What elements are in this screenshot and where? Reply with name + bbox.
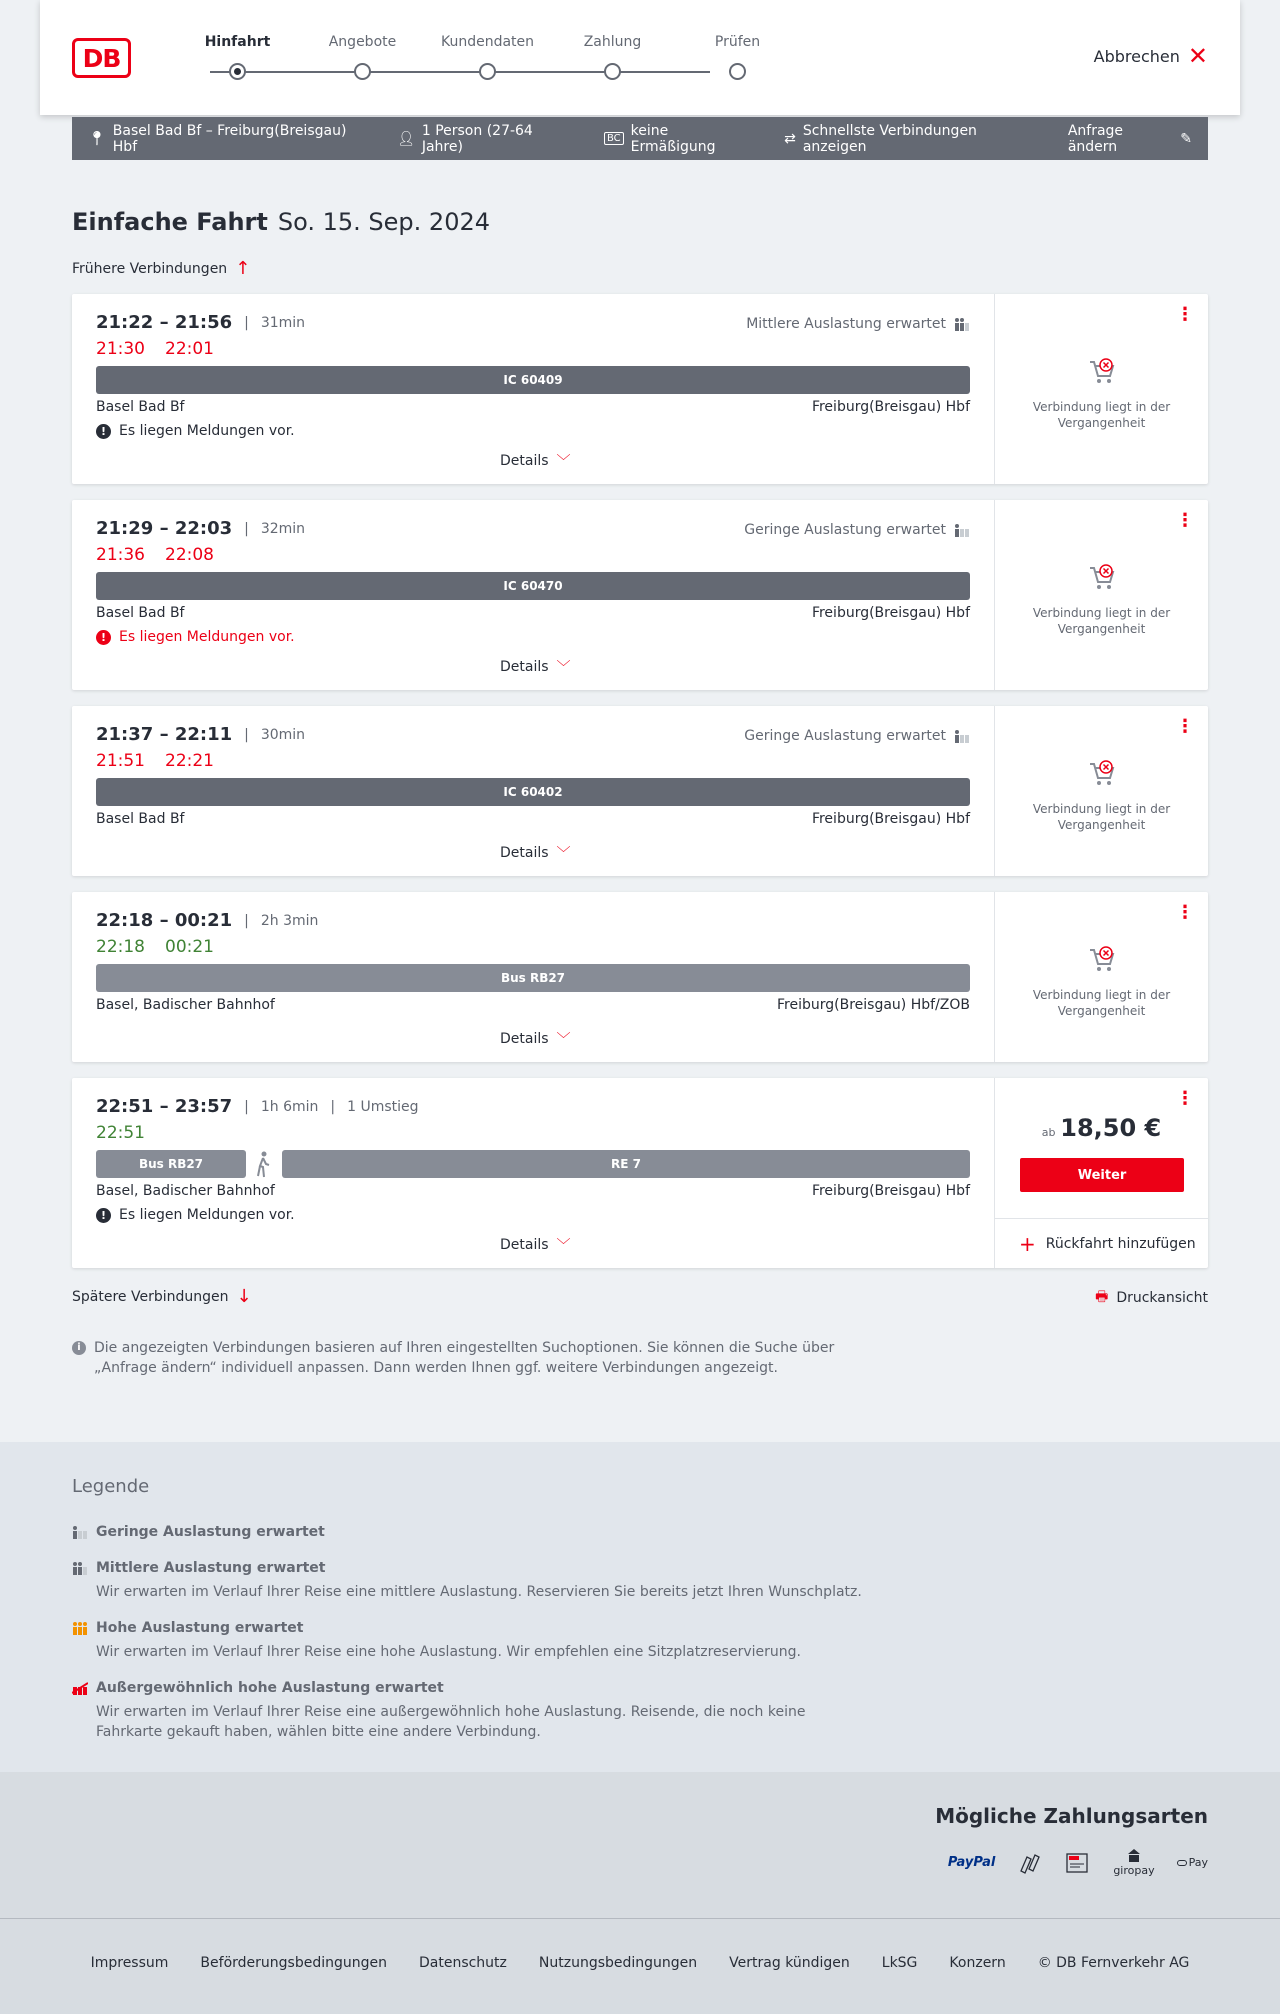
db-logo[interactable]: DB	[72, 38, 131, 78]
step-hinfahrt	[175, 34, 300, 56]
step-dot	[479, 63, 496, 80]
step-label: Prüfen	[714, 34, 761, 50]
connection-times	[96, 1096, 419, 1117]
connection-card	[72, 1078, 1208, 1268]
bus-pill[interactable]	[96, 1150, 246, 1178]
cancel-label: Abbrechen	[1093, 46, 1180, 66]
duration: 30min	[260, 726, 306, 743]
payment-title: Mögliche Zahlungsarten	[935, 1804, 1208, 1828]
origin-station: Basel, Badischer Bahnhof	[96, 1183, 275, 1199]
footer-link-impressum[interactable]: Impressum	[90, 1955, 169, 1971]
step-label: Hinfahrt	[204, 34, 271, 50]
past-connection-text: Verbindung liegt in der Vergangenheit	[1032, 802, 1171, 832]
later-label: Spätere Verbindungen	[72, 1288, 229, 1305]
message-text: Es liegen Meldungen vor.	[119, 423, 295, 439]
origin-station: Basel Bad Bf	[96, 605, 185, 621]
info-note	[72, 1338, 852, 1378]
separator: |	[244, 912, 249, 929]
legend-item-title: Außergewöhnlich hohe Auslastung erwartet	[96, 1680, 444, 1696]
route-text: Basel Bad Bf – Freiburg(Breisgau) Hbf	[112, 122, 347, 155]
transfers: 1 Umstieg	[347, 1098, 419, 1115]
step-dot	[604, 63, 621, 80]
price	[995, 1114, 1208, 1142]
print-label: Druckansicht	[1116, 1290, 1208, 1306]
page-title	[72, 208, 490, 236]
scheduled-times: 21:29 – 22:03	[96, 518, 233, 539]
edit-label: Anfrage ändern	[1067, 122, 1124, 155]
bus-pill[interactable]	[96, 964, 970, 992]
occupancy-indicator	[746, 316, 970, 332]
details-label: Details	[500, 453, 549, 469]
info-text: Die angezeigten Verbindungen basieren auf Ihren eingestellten Suchoptionen. Sie können die Suche über „Anfrage ändern“ individuell anpassen. Dann werden Ihnen ggf. weitere Verbindungen angezeigt.	[94, 1340, 835, 1376]
stations	[96, 605, 970, 621]
occupancy-low-icon	[954, 729, 970, 743]
info-icon: i	[72, 1341, 86, 1355]
add-return-button[interactable]	[995, 1218, 1208, 1269]
pencil-icon: ✎	[1180, 130, 1193, 147]
connection-card	[72, 706, 1208, 876]
past-connection-text: Verbindung liegt in der Vergangenheit	[1032, 400, 1171, 430]
step-kundendaten	[425, 34, 550, 56]
separator: |	[244, 726, 249, 743]
connection-main	[96, 706, 970, 876]
cart-unavailable-icon	[1087, 944, 1117, 974]
realtime-times	[96, 937, 214, 957]
arrow-up-icon: ↑	[235, 258, 251, 279]
origin-station: Basel Bad Bf	[96, 811, 185, 827]
stations	[96, 997, 970, 1013]
details-label: Details	[500, 1031, 549, 1047]
occupancy-indicator	[744, 522, 970, 538]
separator: |	[244, 1098, 249, 1115]
details-label: Details	[500, 659, 549, 675]
scheduled-times: 21:37 – 22:11	[96, 724, 233, 745]
legend-item-desc: Wir erwarten im Verlauf Ihrer Reise eine hohe Auslastung. Wir empfehlen eine Sitzplatzreservierung.	[96, 1644, 801, 1660]
apple-pay-label: Pay	[1188, 1856, 1208, 1869]
footer-link-nutzungsbedingungen[interactable]: Nutzungsbedingungen	[538, 1955, 698, 1971]
occupancy-indicator	[744, 728, 970, 744]
duration: 32min	[260, 520, 306, 537]
separator: |	[244, 520, 249, 537]
cart-unavailable-icon	[1087, 562, 1117, 592]
payment-methods-section	[0, 1772, 1280, 1918]
later-connections-link[interactable]	[72, 1286, 252, 1307]
legend-title: Legende	[72, 1476, 150, 1497]
details-toggle[interactable]	[500, 1029, 571, 1049]
step-pruefen	[675, 34, 800, 56]
legend-item-title: Geringe Auslastung erwartet	[96, 1524, 325, 1540]
arrow-down-icon: ↓	[236, 1286, 252, 1307]
train-name: IC 60409	[503, 373, 563, 387]
realtime-departure: 21:30	[96, 339, 145, 359]
close-icon: ✕	[1187, 42, 1208, 70]
alert-icon: !	[96, 1208, 111, 1223]
connection-times	[96, 910, 318, 931]
progress-line	[210, 71, 710, 73]
add-return-label: Rückfahrt hinzufügen	[1045, 1236, 1196, 1252]
step-zahlung	[550, 34, 675, 56]
footer-link-befoerderungsbedingungen[interactable]: Beförderungsbedingungen	[200, 1955, 387, 1971]
walk-icon	[254, 1150, 272, 1178]
offer-panel	[994, 1078, 1208, 1268]
offer-panel	[994, 892, 1208, 1062]
realtime-arrival: 22:08	[165, 545, 214, 565]
footer-link-datenschutz[interactable]: Datenschutz	[418, 1955, 507, 1971]
fastest-text: Schnellste Verbindungen anzeigen	[802, 122, 977, 155]
train-pill[interactable]	[96, 778, 970, 806]
details-toggle[interactable]	[500, 843, 571, 863]
separator: |	[330, 1098, 336, 1115]
discount-summary	[604, 123, 752, 155]
legend-item	[72, 1524, 872, 1540]
footer-links	[0, 1955, 1280, 1971]
separator: |	[244, 314, 249, 331]
origin-station: Basel Bad Bf	[96, 399, 185, 415]
more-options-icon[interactable]: ⋮	[1176, 1088, 1194, 1109]
more-options-icon[interactable]: ⋮	[1176, 304, 1194, 325]
realtime-arrival: 22:01	[165, 339, 214, 359]
realtime-departure: 22:51	[96, 1123, 145, 1143]
details-toggle[interactable]	[500, 657, 571, 677]
destination-station: Freiburg(Breisgau) Hbf	[811, 1183, 970, 1199]
train-name: Bus RB27	[500, 971, 566, 985]
cart-unavailable-icon	[1087, 356, 1117, 386]
legend-item-desc: Wir erwarten im Verlauf Ihrer Reise eine mittlere Auslastung. Reservieren Sie bereits jetzt Ihren Wunschplatz.	[96, 1584, 862, 1600]
realtime-departure: 21:51	[96, 751, 145, 771]
fastest-summary	[784, 123, 1036, 155]
offer-panel	[994, 500, 1208, 690]
connection-card	[72, 892, 1208, 1062]
details-label: Details	[500, 1237, 549, 1253]
persons-summary	[397, 123, 572, 155]
step-dot	[729, 63, 746, 80]
connection-card	[72, 500, 1208, 690]
occupancy-text: Geringe Auslastung erwartet	[744, 728, 946, 744]
continue-button[interactable]: Weiter	[1020, 1158, 1184, 1192]
alert-icon: !	[96, 424, 111, 439]
train-name: IC 60402	[503, 785, 563, 799]
legend-item-title: Mittlere Auslastung erwartet	[96, 1560, 326, 1576]
alert-icon: !	[96, 630, 111, 645]
paypal-icon: PayPal	[947, 1855, 996, 1870]
header	[40, 0, 1240, 115]
more-options-icon[interactable]: ⋮	[1176, 510, 1194, 531]
plus-icon: +	[1019, 1232, 1036, 1256]
message-text: Es liegen Meldungen vor.	[119, 1207, 295, 1223]
credit-card-icon	[1017, 1851, 1043, 1875]
past-connection-text: Verbindung liegt in der Vergangenheit	[1032, 606, 1171, 636]
connection-main	[96, 500, 970, 690]
step-label: Zahlung	[583, 34, 642, 50]
message-notice	[96, 629, 295, 645]
printer-icon: 🖶	[1095, 1289, 1109, 1305]
bahncard-icon: BC	[604, 132, 624, 145]
trip-date: So. 15. Sep. 2024	[277, 208, 490, 236]
earlier-label: Frühere Verbindungen	[72, 260, 228, 277]
print-view-link[interactable]	[1095, 1286, 1208, 1310]
legend-item	[72, 1560, 872, 1602]
train-pill[interactable]	[96, 572, 970, 600]
location-pin-icon: 📍︎	[88, 130, 106, 147]
details-toggle[interactable]	[500, 451, 571, 471]
chevron-down-icon: ﹀	[556, 846, 571, 862]
message-notice	[96, 1207, 295, 1223]
realtime-arrival: 22:21	[165, 751, 214, 771]
footer-link-konzern[interactable]: Konzern	[949, 1955, 1006, 1971]
train-name: Bus RB27	[138, 1157, 204, 1171]
discount-text: keine Ermäßigung	[630, 122, 716, 155]
message-notice	[96, 423, 295, 439]
footer	[0, 1918, 1280, 2014]
realtime-times	[96, 339, 214, 359]
destination-station: Freiburg(Breisgau) Hbf	[811, 605, 970, 621]
occupancy-low-icon	[954, 523, 970, 537]
payment-icons	[948, 1848, 1208, 1877]
train-name: IC 60470	[503, 579, 563, 593]
occupancy-text: Mittlere Auslastung erwartet	[746, 316, 946, 332]
train-name: RE 7	[611, 1157, 641, 1171]
duration: 1h 6min	[260, 1098, 319, 1115]
details-toggle[interactable]	[500, 1235, 571, 1255]
scheduled-times: 22:18 – 00:21	[96, 910, 233, 931]
stations	[96, 399, 970, 415]
footer-link-lksg[interactable]: LkSG	[881, 1955, 918, 1971]
legend-item-desc: Wir erwarten im Verlauf Ihrer Reise eine außergewöhnlich hohe Auslastung. Reisende, die noch keine Fahrkarte gekauft haben, wählen bitte eine andere Verbindung.	[96, 1704, 806, 1740]
chevron-down-icon: ﹀	[556, 1238, 571, 1254]
stations	[96, 1183, 970, 1199]
duration: 2h 3min	[260, 912, 319, 929]
offer-panel	[994, 294, 1208, 484]
persons-text: 1 Person (27-64 Jahre)	[421, 122, 533, 155]
realtime-times	[96, 545, 214, 565]
cancel-button[interactable]	[1093, 42, 1208, 70]
footer-link-vertrag-kuendigen[interactable]: Vertrag kündigen	[729, 1955, 850, 1971]
connection-card	[72, 294, 1208, 484]
trip-type: Einfache Fahrt	[72, 208, 268, 236]
stations	[96, 811, 970, 827]
person-icon: 👤︎	[397, 130, 415, 147]
scheduled-times: 21:22 – 21:56	[96, 312, 233, 333]
price-value: 18,50 €	[1060, 1114, 1162, 1142]
swap-arrows-icon: ⇄	[784, 130, 796, 147]
realtime-departure: 22:18	[96, 937, 145, 957]
details-label: Details	[500, 845, 549, 861]
earlier-connections-link[interactable]	[72, 258, 250, 279]
occupancy-text: Geringe Auslastung erwartet	[744, 522, 946, 538]
connection-times	[96, 724, 305, 745]
step-label: Kundendaten	[440, 34, 535, 50]
realtime-arrival: 00:21	[165, 937, 214, 957]
sepa-direct-debit-icon	[1065, 1851, 1091, 1875]
legend-item	[72, 1680, 872, 1742]
connection-main	[96, 294, 970, 484]
realtime-times	[96, 1123, 145, 1143]
step-dot	[354, 63, 371, 80]
past-connection-text: Verbindung liegt in der Vergangenheit	[1032, 988, 1171, 1018]
search-summary-bar	[72, 117, 1208, 160]
origin-station: Basel, Badischer Bahnhof	[96, 997, 275, 1013]
message-text: Es liegen Meldungen vor.	[119, 629, 295, 645]
connection-times	[96, 518, 305, 539]
apple-pay-icon	[1177, 1860, 1187, 1866]
legend-item	[72, 1620, 872, 1662]
occupancy-medium-icon	[954, 317, 970, 331]
footer-copyright: © DB Fernverkehr AG	[1037, 1955, 1190, 1971]
chevron-down-icon: ﹀	[556, 454, 571, 470]
realtime-times	[96, 751, 214, 771]
chevron-down-icon: ﹀	[556, 660, 571, 676]
step-dot	[229, 63, 246, 80]
scheduled-times: 22:51 – 23:57	[96, 1096, 233, 1117]
duration: 31min	[260, 314, 306, 331]
realtime-departure: 21:36	[96, 545, 145, 565]
destination-station: Freiburg(Breisgau) Hbf/ZOB	[777, 997, 970, 1013]
step-label: Angebote	[328, 34, 397, 50]
edit-request-button[interactable]	[1068, 123, 1192, 155]
connection-times	[96, 312, 305, 333]
cart-unavailable-icon	[1087, 758, 1117, 788]
offer-panel	[994, 706, 1208, 876]
more-options-icon[interactable]: ⋮	[1176, 716, 1194, 737]
progress-steps	[175, 34, 761, 84]
route-summary	[88, 123, 365, 155]
destination-station: Freiburg(Breisgau) Hbf	[811, 399, 970, 415]
train-pill[interactable]	[282, 1150, 970, 1178]
giropay-icon: giropay	[1113, 1848, 1154, 1877]
chevron-down-icon: ﹀	[556, 1032, 571, 1048]
price-prefix: ab	[1041, 1126, 1056, 1139]
connection-main	[96, 1078, 970, 1268]
legend-item-title: Hohe Auslastung erwartet	[96, 1620, 304, 1636]
more-options-icon[interactable]: ⋮	[1176, 902, 1194, 923]
connection-main	[96, 892, 970, 1062]
step-angebote	[300, 34, 425, 56]
train-pill[interactable]	[96, 366, 970, 394]
legend-section	[0, 1442, 1280, 1772]
destination-station: Freiburg(Breisgau) Hbf	[811, 811, 970, 827]
